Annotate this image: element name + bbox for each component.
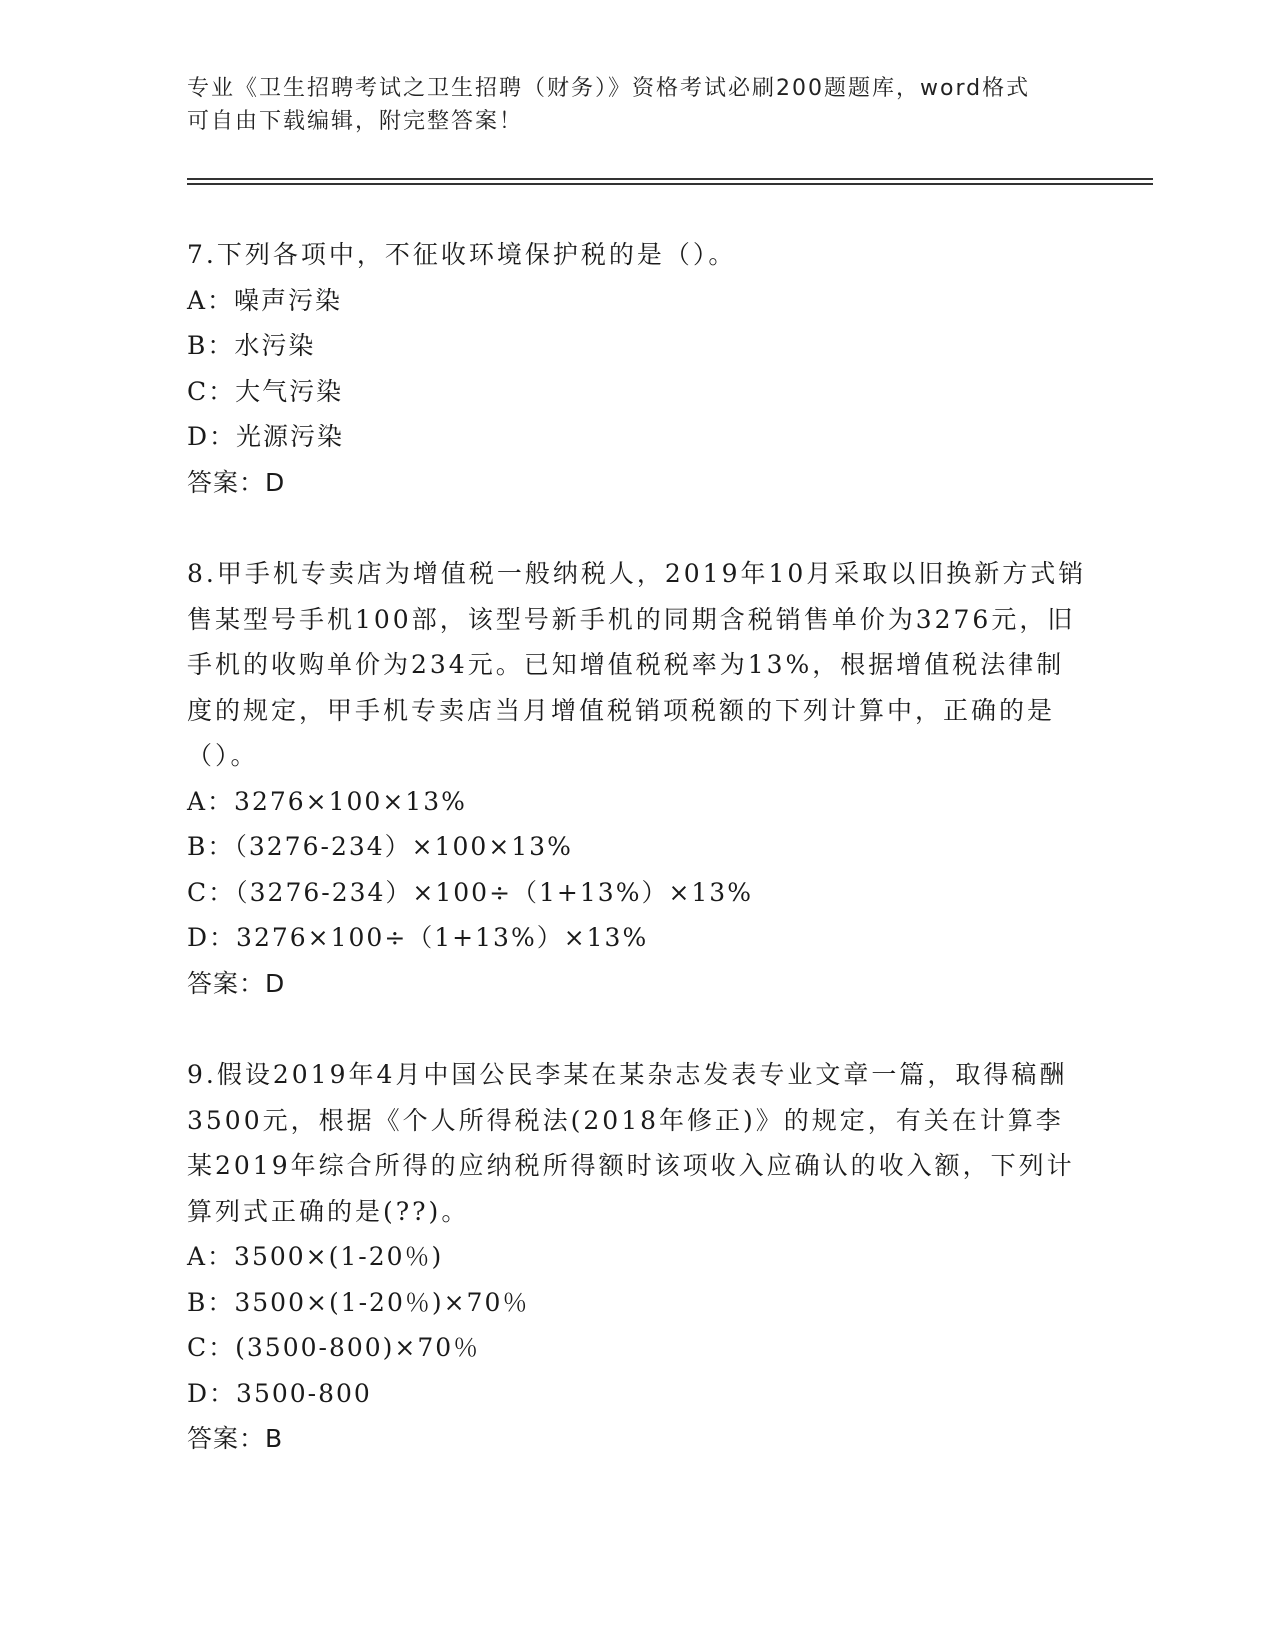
- header-line-2: 可自由下载编辑，附完整答案！: [187, 109, 524, 134]
- question-list: [187, 232, 1087, 1462]
- answer: 答案：B: [187, 1424, 284, 1453]
- question-8: [187, 551, 1087, 1006]
- question-stem: 8.甲手机专卖店为增值税一般纳税人，2019年10月采取以旧换新方式销售某型号手机100部，该型号新手机的同期含税销售单价为3276元，旧手机的收购单价为234元。已知增值税税率为13%，根据增值税法律制度的规定，甲手机专卖店当月增值税销项税额的下列计算中，正确的是（）。: [187, 559, 1087, 770]
- option-d: D：3276×100÷（1+13%）×13%: [187, 923, 649, 952]
- option-b: B：水污染: [187, 331, 316, 360]
- question-7: [187, 232, 1087, 505]
- answer: 答案：D: [187, 968, 286, 998]
- header-divider-bottom: [187, 183, 1153, 185]
- option-a: A：3276×100×13%: [187, 786, 467, 816]
- option-d: D：光源污染: [187, 422, 345, 451]
- question-spacer: [187, 1006, 1087, 1052]
- option-a: A：噪声污染: [187, 285, 343, 315]
- option-c: C：（3276-234）×100÷（1+13%）×13%: [187, 877, 753, 907]
- header-line-1: 专业《卫生招聘考试之卫生招聘（财务）》资格考试必刷200题题库，word格式: [187, 76, 1031, 101]
- option-b: B：（3276-234）×100×13%: [187, 832, 573, 861]
- header-divider-top: [187, 178, 1153, 180]
- option-c: C：(3500-800)×70％: [187, 1333, 481, 1362]
- question-9: [187, 1052, 1087, 1462]
- question-spacer: [187, 505, 1087, 551]
- option-b: B：3500×(1-20％)×70％: [187, 1287, 530, 1317]
- option-a: A：3500×(1-20％): [187, 1242, 444, 1271]
- option-c: C：大气污染: [187, 376, 344, 406]
- question-stem: 7.下列各项中，不征收环境保护税的是（）。: [187, 240, 737, 269]
- question-stem: 9.假设2019年4月中国公民李某在某杂志发表专业文章一篇，取得稿酬3500元，根据《个人所得税法(2018年修正)》的规定，有关在计算李某2019年综合所得的应纳税所得额时该项收入应确认的收入额，下列计算列式正确的是(??)。: [187, 1060, 1075, 1226]
- document-header: [187, 72, 1067, 138]
- answer: 答案：D: [187, 467, 286, 497]
- option-d: D：3500-800: [187, 1378, 372, 1408]
